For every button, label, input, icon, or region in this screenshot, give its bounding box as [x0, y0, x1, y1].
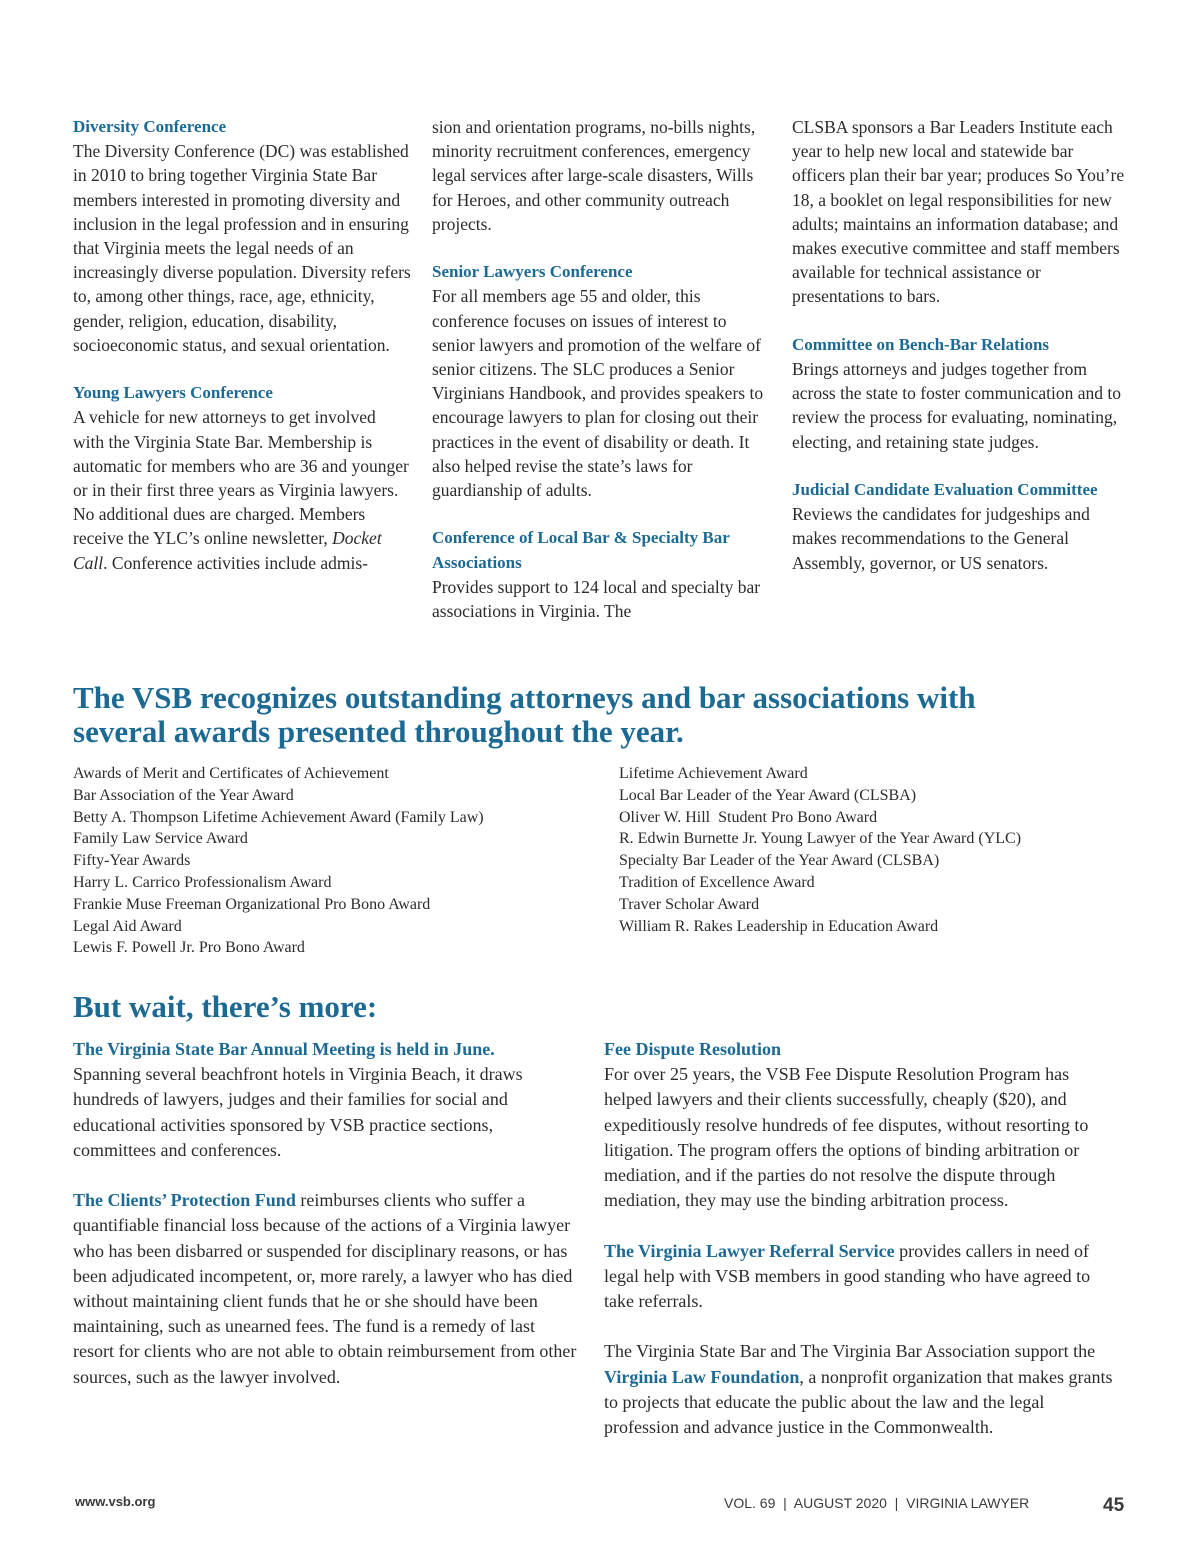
award-item: R. Edwin Burnette Jr. Young Lawyer of the Year Award (YLC)	[619, 830, 1022, 848]
award-item: Fifty-Year Awards	[73, 852, 191, 870]
award-item: Harry L. Carrico Professionalism Award	[73, 873, 332, 891]
lawyer-referral-service-name: The Virginia Lawyer Referral Service	[604, 1240, 895, 1261]
diversity-conference-heading: Diversity Conference	[73, 117, 227, 136]
more-right-column	[604, 1037, 1114, 1440]
clsba-heading: Conference of Local Bar & Specialty Bar Associations	[432, 528, 730, 572]
annual-meeting-text: Spanning several beachfront hotels in Virginia Beach, it draws hundreds of lawyers, judges and their families for social and educational activities sponsored by VSB practice sections, committees and conferences.	[73, 1064, 523, 1160]
ylc-continued-text: sion and orientation programs, no-bills nights, minority recruitment conferences, emergency legal services after large-scale disasters, Wills for Heroes, and other community outreach projects.	[432, 117, 756, 234]
award-item: Family Law Service Award	[73, 830, 248, 848]
annual-meeting-heading: The Virginia State Bar Annual Meeting is held in June.	[73, 1039, 495, 1059]
award-item: Specialty Bar Leader of the Year Award (CLSBA)	[619, 852, 940, 870]
clsba-continued-text: CLSBA sponsors a Bar Leaders Institute each year to help new local and statewide bar officers plan their bar year; produces So You’re 18, a booklet on legal responsibilities for new adults; maintains an information database; and makes executive committee and staff members available for technical assistance or presentations to bars.	[792, 117, 1125, 307]
award-item: Legal Aid Award	[73, 917, 182, 935]
column-2	[432, 115, 770, 623]
more-left-column	[73, 1037, 578, 1390]
clsba-text: Provides support to 124 local and specialty bar associations in Virginia. The	[432, 576, 761, 622]
awards-heading: The VSB recognizes outstanding attorneys and bar associations with several awards presented throughout the year.	[73, 680, 976, 749]
column-3	[792, 115, 1130, 575]
awards-list-left	[73, 763, 603, 959]
more-heading: But wait, there’s more:	[73, 989, 378, 1024]
page-number: 45	[1103, 1495, 1125, 1516]
footer-issue: VOL. 69 | AUGUST 2020 | VIRGINIA LAWYER	[724, 1495, 1030, 1511]
bench-bar-relations-heading: Committee on Bench-Bar Relations	[792, 334, 1050, 354]
judicial-candidate-committee-heading: Judicial Candidate Evaluation Committee	[792, 480, 1098, 500]
award-item: Betty A. Thompson Lifetime Achievement Award (Family Law)	[73, 808, 484, 826]
award-item: Tradition of Excellence Award	[619, 873, 815, 891]
footer-url: www.vsb.org	[75, 1494, 156, 1509]
fee-dispute-resolution-heading: Fee Dispute Resolution	[604, 1039, 781, 1059]
young-lawyers-conference-text: A vehicle for new attorneys to get involved with the Virginia State Bar. Membership is automatic for members who are 36 and younger or in their first three years as Virginia lawyers. No additional dues are charged. Members receive the YLC’s online newsletter, Docket Call. Conference activities include admis-	[73, 407, 409, 573]
judicial-candidate-committee-text: Reviews the candidates for judgeships and makes recommendations to the General Assembly, governor, or US senators.	[792, 504, 1090, 573]
senior-lawyers-conference-heading: Senior Lawyers Conference	[432, 262, 633, 282]
diversity-conference-text: The Diversity Conference (DC) was established in 2010 to bring together Virginia State Bar members interested in promoting diversity and inclusion in the legal profession and in ensuring that Virginia meets the legal needs of an increasingly diverse population. Diversity refers to, among other things, race, age, ethnicity, gender, religion, education, disability, socioeconomic status, and sexual orientation.	[73, 141, 411, 355]
fee-dispute-resolution-text: For over 25 years, the VSB Fee Dispute Resolution Program has helped lawyers and their clients successfully, cheaply ($20), and expeditiously resolve hundreds of fee disputes, without resorting to litigation. The program offers the options of binding arbitration or mediation, and if the parties do not resolve the dispute through mediation, they may use the binding arbitration process.	[604, 1064, 1089, 1211]
awards-list-right	[619, 763, 1159, 937]
virginia-law-foundation-name: Virginia Law Foundation	[604, 1366, 800, 1387]
award-item: Traver Scholar Award	[619, 895, 760, 913]
docket-call-title: Docket Call	[73, 528, 382, 573]
award-item: Lifetime Achievement Award	[619, 765, 808, 782]
award-item: Lewis F. Powell Jr. Pro Bono Award	[73, 939, 305, 957]
clients-protection-fund-name: The Clients’ Protection Fund	[73, 1190, 296, 1211]
clients-protection-fund-text: The Clients’ Protection Fund reimburses clients who suffer a quantifiable financial loss because of the actions of a Virginia lawyer who has been disbarred or suspended for disciplinary reasons, or has been adjudicated incompetent, or, more rarely, a lawyer who has died without maintaining client funds that he or she should have been maintaining, such as unearned fees. The fund is a remedy of last resort for clients who are not able to obtain reimbursement from other sources, such as the lawyer involved.	[73, 1190, 577, 1387]
senior-lawyers-conference-text: For all members age 55 and older, this conference focuses on issues of interest to senior lawyers and promotion of the welfare of senior citizens. The SLC produces a Senior Virginians Handbook, and provides speakers to encourage lawyers to plan for closing out their practices in the event of disability or death. It also helped revise the state’s laws for guardianship of adults.	[432, 286, 764, 501]
column-1	[73, 115, 411, 575]
young-lawyers-conference-heading: Young Lawyers Conference	[73, 383, 273, 403]
award-item: Bar Association of the Year Award	[73, 786, 294, 804]
award-item: Oliver W. Hill Student Pro Bono Award	[619, 808, 878, 826]
virginia-law-foundation-text: The Virginia State Bar and The Virginia Bar Association support the Virginia Law Foundation, a nonprofit organization that makes grants to projects that educate the public about the law and the legal profession and advance justice in the Commonwealth.	[604, 1341, 1113, 1438]
lawyer-referral-service-text: The Virginia Lawyer Referral Service provides callers in need of legal help with VSB members in good standing who have agreed to take referrals.	[604, 1240, 1091, 1312]
award-item: Awards of Merit and Certificates of Achievement	[73, 765, 389, 782]
award-item: William R. Rakes Leadership in Education Award	[619, 917, 939, 935]
bench-bar-relations-text: Brings attorneys and judges together from across the state to foster communication and to review the process for evaluating, nominating, electing, and retaining state judges.	[792, 359, 1122, 452]
award-item: Frankie Muse Freeman Organizational Pro Bono Award	[73, 895, 431, 913]
award-item: Local Bar Leader of the Year Award (CLSBA)	[619, 786, 917, 804]
